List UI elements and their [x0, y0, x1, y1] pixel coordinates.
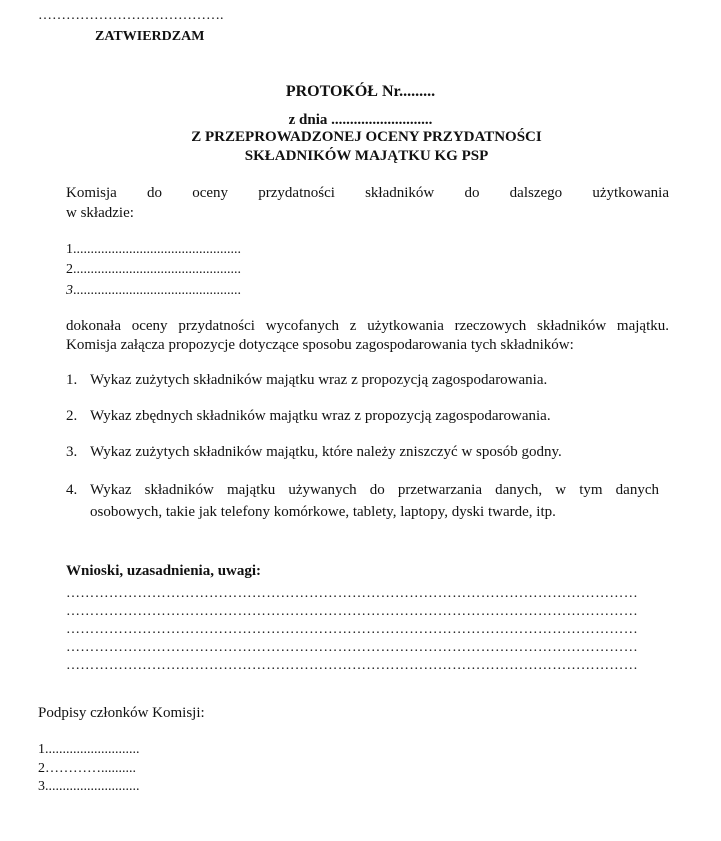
member-number: 2: [66, 262, 73, 277]
conclusion-line: …………………………………………………………………………………………………………: [66, 586, 638, 601]
protocol-title: PROTOKÓŁ Nr.........: [285, 83, 436, 100]
list-item-2: [66, 408, 551, 425]
protocol-subject-line-1: Z PRZEPROWADZONEJ OCENY PRZYDATNOŚCI: [191, 129, 542, 145]
assessment-line-1: dokonała oceny przydatności wycofanych z użytkowania rzeczowych składników majątku.: [66, 318, 669, 334]
conclusions-heading: Wnioski, uzasadnienia, uwagi:: [66, 563, 262, 579]
protocol-subject-line-2: SKŁADNIKÓW MAJĄTKU KG PSP: [244, 148, 489, 164]
list-text: Wykaz zużytych składników majątku wraz z propozycją zagospodarowania.: [90, 372, 548, 388]
list-item-4: [66, 482, 659, 499]
signature-line-1: 1...........................: [38, 742, 140, 757]
approval-label: ZATWIERDZAM: [95, 29, 205, 44]
list-text-line-1: Wykaz składników majątku używanych do przetwarzania danych, w tym danych: [90, 482, 659, 498]
signature-line-2: 2…………..........: [38, 761, 136, 776]
list-item-1: [66, 372, 547, 389]
member-line-1: [66, 242, 241, 258]
commission-intro-line-2: w składzie:: [66, 205, 134, 221]
member-dots: ................................................: [73, 262, 241, 277]
list-number: 4.: [66, 482, 78, 498]
list-item-3: [66, 444, 562, 461]
member-number: 1: [66, 242, 73, 257]
list-text: Wykaz zbędnych składników majątku wraz z propozycją zagospodarowania.: [90, 408, 551, 424]
member-dots: ................................................: [73, 242, 241, 257]
conclusion-line: …………………………………………………………………………………………………………: [66, 640, 638, 655]
member-line-3: [66, 283, 241, 299]
list-number: 1.: [66, 372, 78, 388]
assessment-line-2: Komisja załącza propozycje dotyczące sposobu zagospodarowania tych składników:: [66, 337, 574, 353]
conclusion-line: …………………………………………………………………………………………………………: [66, 604, 638, 619]
commission-intro-line-1: Komisja do oceny przydatności składników do dalszego użytkowania: [66, 185, 669, 201]
protocol-date: z dnia ...........................: [288, 112, 433, 128]
conclusion-line: …………………………………………………………………………………………………………: [66, 658, 638, 673]
list-text: Wykaz zużytych składników majątku, które należy zniszczyć w sposób godny.: [90, 444, 562, 460]
signatures-heading: Podpisy członków Komisji:: [38, 705, 205, 721]
approval-signature-line: ………………………………….: [38, 8, 224, 23]
member-number: 3: [66, 283, 73, 298]
list-number: 3.: [66, 444, 78, 460]
signature-line-3: 3...........................: [38, 779, 140, 794]
list-text-line-2: osobowych, takie jak telefony komórkowe, tablety, laptopy, dyski twarde, itp.: [90, 504, 556, 520]
list-number: 2.: [66, 408, 78, 424]
member-line-2: [66, 262, 241, 278]
member-dots: ................................................: [73, 283, 241, 298]
conclusion-line: …………………………………………………………………………………………………………: [66, 622, 638, 637]
